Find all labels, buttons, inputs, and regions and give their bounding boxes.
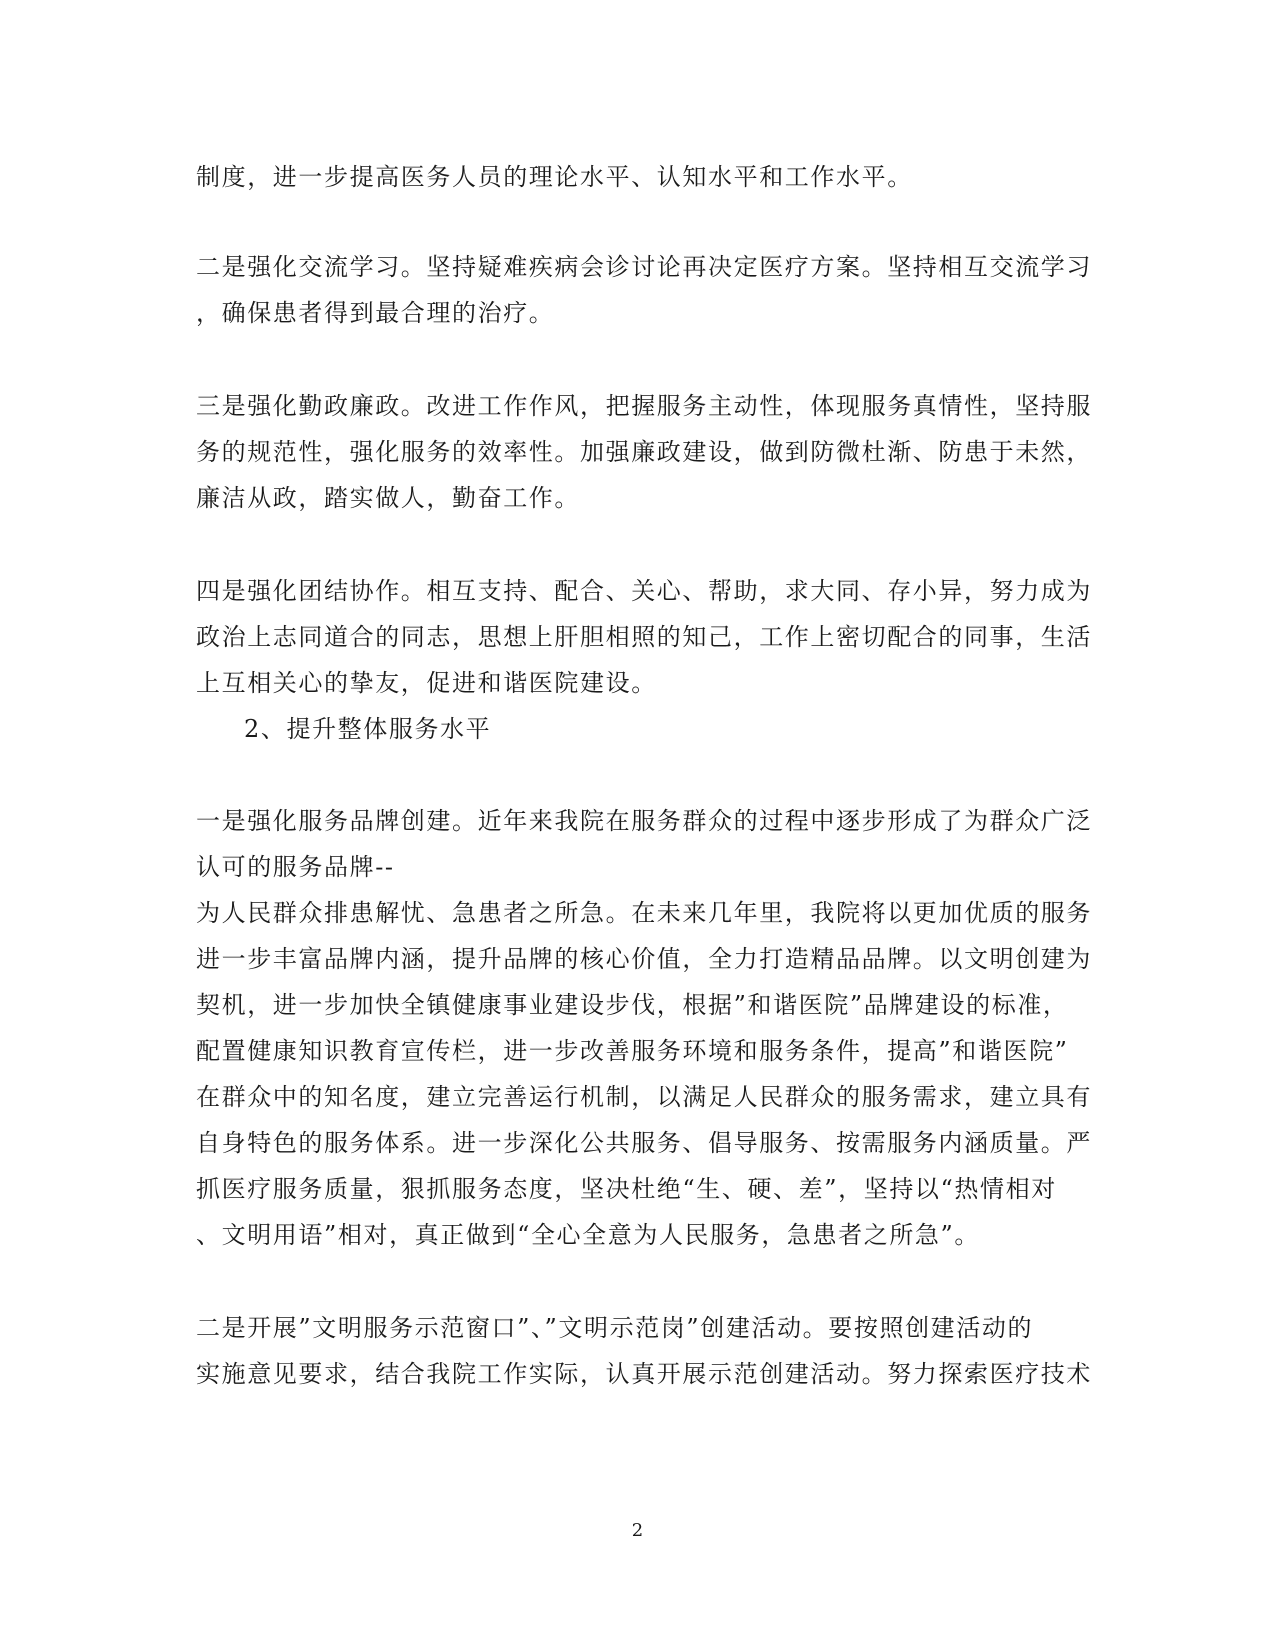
text-line: 自身特色的服务体系。进一步深化公共服务、倡导服务、按需服务内涵质量。严 [196,1129,1092,1157]
text-line: 配置健康知识教育宣传栏，进一步改善服务环境和服务条件，提高”和谐医院” [196,1037,1069,1065]
text-line: 廉洁从政，踏实做人，勤奋工作。 [196,484,580,512]
text-line: 务的规范性，强化服务的效率性。加强廉政建设，做到防微杜渐、防患于未然， [196,438,1092,466]
text-line: 在群众中的知名度，建立完善运行机制，以满足人民群众的服务需求，建立具有 [196,1083,1092,1111]
text-line: 抓医疗服务质量，狠抓服务态度，坚决杜绝“生、硬、差”，坚持以“热情相对 [196,1175,1057,1203]
text-line: 为人民群众排患解忧、急患者之所急。在未来几年里，我院将以更加优质的服务 [196,899,1092,927]
text-line: ，确保患者得到最合理的治疗。 [196,299,555,327]
text-line: 认可的服务品牌-- [196,853,395,881]
text-line: 制度，进一步提高医务人员的理论水平、认知水平和工作水平。 [196,163,913,191]
text-line: 、文明用语”相对，真正做到“全心全意为人民服务，急患者之所急”。 [196,1221,981,1249]
text-line: 一是强化服务品牌创建。近年来我院在服务群众的过程中逐步形成了为群众广泛 [196,807,1092,835]
text-line: 四是强化团结协作。相互支持、配合、关心、帮助，求大同、存小异，努力成为 [196,577,1092,605]
text-line: 二是强化交流学习。坚持疑难疾病会诊讨论再决定医疗方案。坚持相互交流学习 [196,253,1092,281]
text-line: 二是开展”文明服务示范窗口”、”文明示范岗”创建活动。要按照创建活动的 [196,1314,1034,1342]
text-line: 三是强化勤政廉政。改进工作作风，把握服务主动性，体现服务真情性，坚持服 [196,392,1092,420]
text-line: 进一步丰富品牌内涵，提升品牌的核心价值，全力打造精品品牌。以文明创建为 [196,945,1092,973]
text-line: 政治上志同道合的同志，思想上肝胆相照的知己，工作上密切配合的同事，生活 [196,623,1092,651]
page-number: 2 [631,1520,644,1541]
text-line: 实施意见要求，结合我院工作实际，认真开展示范创建活动。努力探索医疗技术 [196,1360,1092,1388]
text-line: 上互相关心的挚友，促进和谐医院建设。 [196,669,657,697]
section-heading: 2、提升整体服务水平 [244,715,492,743]
text-line: 契机，进一步加快全镇健康事业建设步伐，根据”和谐医院”品牌建设的标准， [196,991,1069,1019]
